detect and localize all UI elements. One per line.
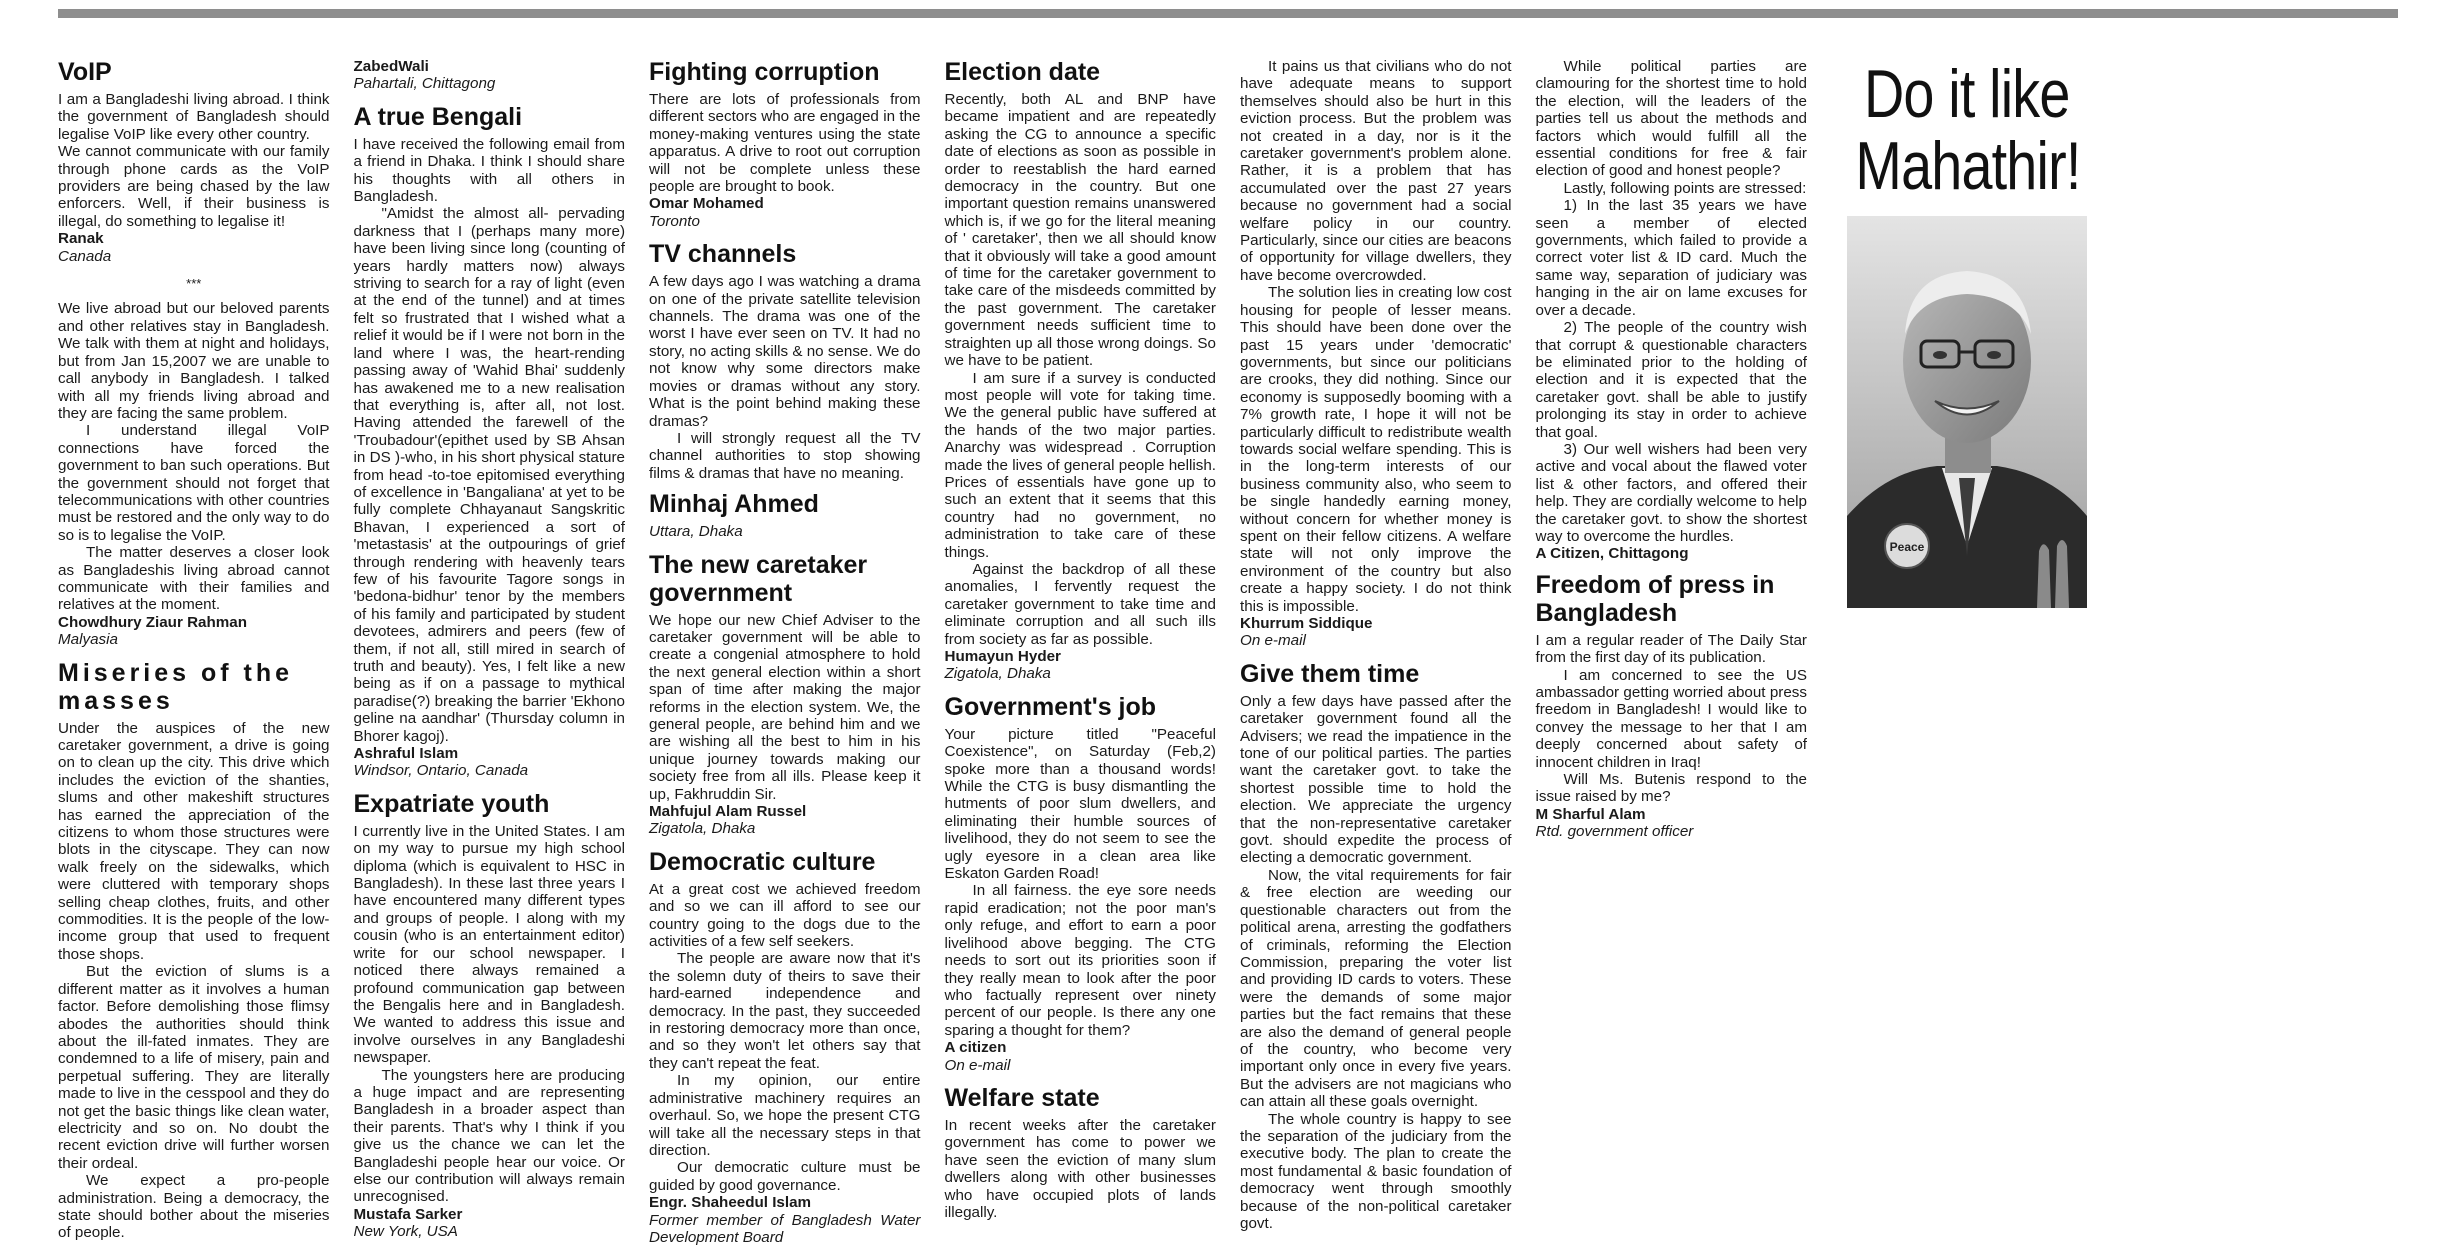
letter-heading-governments-job: Government's job — [944, 692, 1157, 721]
letter-heading-give-them-time: Give them time — [1240, 659, 1420, 688]
peace-badge-text: Peace — [1889, 540, 1925, 554]
portrait-illustration — [1847, 216, 2087, 608]
feature-title-line2: Mahathir! — [1855, 128, 2081, 204]
letter-heading-tv-channels: TV channels — [649, 240, 797, 269]
raised-finger-left — [2037, 544, 2051, 608]
letter-paragraph: Recently, both AL and BNP have became impatient and are repeatedly asking the CG to announce a specific date of elections as soon as possible in order to reestablish the hard earned democracy in the country. But one important question remains unanswered which is, if we go for the literal meaning of ' caretaker', then we all should know that it obviously will take a good amount of time for the caretaker government to take care of the misdeeds committed by the past government. The caretaker government needs sufficient time to straighten up all those wrong doings. So we have to be patient. — [944, 91, 1216, 370]
portrait-photo — [1847, 216, 2087, 608]
feature-title-line1: Do it like — [1863, 58, 2070, 132]
letter-location: On e-mail — [1240, 632, 1306, 650]
letter-paragraph: But the eviction of slums is a different matter as it involves a human factor. Before demolishing those flimsy abodes the authorities should think about the ill-fated inmates. They are condemned to a life of misery, pain and perpetual suffering. They are literally made to live in the cesspool and they do not get the basic things like clean water, electricity and so on. No doubt the recent eviction drive will further worsen their ordeal. — [58, 963, 330, 1172]
letter-author: A citizen — [944, 1039, 1007, 1057]
letter-location: Uttara, Dhaka — [649, 523, 743, 541]
letter-heading-democratic-culture: Democratic culture — [649, 847, 876, 876]
letter-paragraph: In all fairness. the eye sore needs rapid eradication; not the poor man's only refuge, and effort to earn a poor livelihood above begging. The CTG needs to sort out its priorities soon if they really mean to look after the poor who factually represent over ninety percent of our people. Is there any one sparing a thought for them? — [944, 882, 1216, 1039]
letters-page — [58, 58, 2398, 1248]
right-eye — [1987, 351, 2001, 359]
left-eye — [1933, 351, 1947, 359]
letter-paragraph: Lastly, following points are stressed: — [1563, 179, 1807, 197]
letter-paragraph: I am a regular reader of The Daily Star from the first day of its publication. — [1535, 631, 1807, 667]
letter-paragraph: The youngsters here are producing a huge impact and are representing Bangladesh in a broader aspect than their parents. That's why I think if you give us the chance we can let the Bangladeshi people hear our voice. Or else our contribution will always remain unrecognised. — [353, 1066, 625, 1206]
top-rule — [58, 9, 2398, 18]
letter-paragraph: We cannot communicate with our family through phone cards as the VoIP providers are being chased by the law enforcers. Well, if their business is illegal, do something to legalise it! — [58, 143, 330, 230]
letter-author: Mustafa Sarker — [353, 1205, 463, 1223]
letter-author-heading: Minhaj Ahmed — [649, 490, 819, 519]
letter-paragraph: Our democratic culture must be guided by good governance. — [649, 1159, 921, 1194]
letter-heading-new-caretaker: The new caretaker government — [649, 550, 868, 607]
letter-paragraph: I have received the following email from a friend in Dhaka. I think I should share his thoughts with all others in Bangladesh. — [353, 135, 625, 206]
raised-finger-right — [2055, 540, 2069, 608]
letter-paragraph: While political parties are clamouring for the shortest time to hold the election, will the leaders of the parties tell us about the methods and factors which would fulfill all the essential conditions for free & fair election of good and honest people? — [1535, 58, 1807, 180]
letter-heading-freedom-of-press: Freedom of press in Bangladesh — [1535, 570, 1775, 627]
feature-title — [1855, 58, 2081, 204]
letter-author: Engr. Shaheedul Islam — [649, 1194, 812, 1212]
letter-paragraph: The whole country is happy to see the separation of the judiciary from the executive body. The plan to create the most fundamental & basic foundation of democracy went through smoothly because of the non-political caretaker govt. — [1240, 1110, 1512, 1232]
letter-location: Windsor, Ontario, Canada — [353, 762, 529, 780]
letter-author: Ranak — [58, 230, 104, 248]
letter-paragraph: The matter deserves a closer look as Bangladeshis living abroad cannot communicate with their families and relatives at the moment. — [58, 544, 330, 614]
letter-heading-miseries: Miseries of the masses — [58, 658, 294, 715]
letter-author: ZabedWali — [353, 58, 429, 75]
letter-heading-expatriate-youth: Expatriate youth — [353, 789, 550, 818]
letter-author: Mahfujul Alam Russel — [649, 803, 807, 820]
letter-paragraph: The people are aware now that it's the solemn duty of theirs to save their hard-earned independence and democracy. In the past, they succeeded in restoring democracy more than once, and so they won't let others say that they can't repeat the feat. — [649, 950, 921, 1072]
letter-heading-fighting-corruption: Fighting corruption — [649, 58, 880, 86]
letter-paragraph: At a great cost we achieved freedom and so we can ill afford to see our country going to the dogs due to the activities of a few self seekers. — [649, 880, 921, 951]
letter-paragraph: 3) Our well wishers had been very active and vocal about the flawed voter list & other factors, and offered their help. They are cordially welcome to help the caretaker govt. to show the shortest way to overcome the hurdles. — [1535, 440, 1807, 545]
letter-paragraph: We hope our new Chief Adviser to the caretaker government will be able to create a congenial atmosphere to hold the next general election within a short span of time after making the major reforms in the election system. We, the general people, are behind him and we are wishing all the best to him in his unique journey towards making our society free from all ills. Please keep it up, Fakhruddin Sir. — [649, 611, 921, 803]
letter-paragraph: We expect a pro-people administration. Being a democracy, the state should bother about the miseries of people. — [58, 1172, 330, 1242]
letter-heading-welfare-state: Welfare state — [944, 1083, 1100, 1112]
letter-paragraph: I am a Bangladeshi living abroad. I think the government of Bangladesh should legalise VoIP like every other country. — [58, 91, 330, 143]
letter-paragraph: In recent weeks after the caretaker government has come to power we have seen the eviction of many slum dwellers along with other businesses who have occupied plots of lands illegally. — [944, 1116, 1216, 1221]
letter-author: Ashraful Islam — [353, 745, 459, 763]
letter-location: Canada — [58, 247, 112, 265]
letter-location: On e-mail — [944, 1056, 1011, 1074]
feature-box — [1831, 58, 2103, 608]
letter-location: Rtd. government officer — [1535, 823, 1694, 841]
letter-paragraph: I currently live in the United States. I am on my way to pursue my high school diploma (which is equivalent to HSC in Bangladesh). In these last three years I have encountered many different types and groups of people. I along with my cousin (who is an entertainment editor) write for our school newspaper. I noticed there always remained a profound communication gap between the Bengalis here and in Bangladesh. We wanted to address this issue and involve ourselves in any Bangladeshi newspaper. — [353, 822, 625, 1067]
letter-paragraph: Your picture titled "Peaceful Coexistence", on Saturday (Feb,2) spoke more than a thousand words! While the CTG is busy dismantling the hutments of poor slum dwellers, and eliminating their humble sources of livelihood, they do not seem to see the ugly eyesore in a clean area like Eskaton Garden Road! — [944, 725, 1216, 883]
letter-paragraph: A few days ago I was watching a drama on one of the private satellite television channels. The drama was one of the worst I have ever seen on TV. It had no story, no acting skills & no sense. We do not know why some directors make movies or dramas without any story. What is the point behind making these dramas? — [649, 273, 921, 430]
letter-paragraph: I am sure if a survey is conducted most people will vote for taking time. We the general public have suffered at the hands of the two major parties. Anarchy was widespread . Corruption made the lives of general people hellish. Prices of essentials have gone up to such an extent that it seems that this country had no government, no administration to take care of these things. — [944, 369, 1216, 561]
letter-paragraph: 1) In the last 35 years we have seen a member of elected governments, which failed to provide a correct voter list & ID card. Much the same way, separation of judiciary was hanging in the air on lame excuses for over a decade. — [1535, 197, 1807, 319]
letter-paragraph: I will strongly request all the TV channel authorities to stop showing films & dramas that have no meaning. — [649, 429, 921, 482]
letter-paragraph: It pains us that civilians who do not have adequate means to support themselves should also be hurt in this eviction process. But the problem was not created in a day, nor is it the caretaker government's problem alone. Rather, it is a problem that has accumulated over the past 27 years because no government had a social welfare policy in our country. Particularly, since our cities are beacons of opportunity for village dwellers, they have become overcrowded. — [1240, 58, 1512, 284]
letter-author: Chowdhury Ziaur Rahman — [58, 613, 248, 631]
letter-heading-election-date: Election date — [944, 58, 1101, 86]
letter-author: M Sharful Alam — [1535, 805, 1646, 823]
letter-location: Former member of Bangladesh Water Development Board — [649, 1211, 921, 1246]
separator-stars: *** — [186, 276, 202, 292]
letter-location: Zigatola, Dhaka — [649, 820, 756, 838]
letter-heading-true-bengali: A true Bengali — [353, 102, 523, 131]
letter-paragraph: Against the backdrop of all these anomalies, I fervently request the caretaker government to take time and eliminate corruption and all such ills from society as far as possible. — [944, 560, 1216, 648]
letter-paragraph: Only a few days have passed after the caretaker government found all the Advisers; we read the impatience in the tone of our political parties. The parties want the caretaker govt. to take the shortest possible time to hold the election. We appreciate the urgency that the non-representative caretaker govt. should expedite the process of electing a democratic government. — [1240, 692, 1512, 867]
letter-paragraph: In my opinion, our entire administrative machinery requires an overhaul. So, we hope the present CTG will take all the necessary steps in that direction. — [649, 1072, 921, 1159]
letter-location: New York, USA — [353, 1223, 458, 1241]
letter-author: Humayun Hyder — [944, 648, 1061, 665]
letter-heading-voip: VoIP — [58, 58, 112, 86]
letter-author: Omar Mohamed — [649, 195, 764, 213]
letter-paragraph: Under the auspices of the new caretaker government, a drive is going on to clean up the city. This drive which includes the eviction of the shanties, slums and other makeshift structures has earned the appreciation of the citizens to whom those structures were blots in the cityscape. They can now walk freely on the sidewalks, which were cluttered with temporary shops selling cheap clothes, fruits, and other commodities. It is the people of the low-income group that used to frequent those shops. — [58, 719, 330, 963]
letter-paragraph: I am concerned to see the US ambassador getting worried about press freedom in Bangladesh! I would like to convey the message to her that I am deeply concerned about safety of innocent children in Iraq! — [1535, 666, 1807, 771]
letter-paragraph: The solution lies in creating low cost housing for people of lesser means. This should have been done over the past 15 years under 'democratic' governments, but since our politicians are crooks, they did nothing. Since our economy is supposedly booming with a 7% growth rate, I hope it will not be particularly difficult to redistribute wealth towards social welfare spending. This is in the long-term interests of our business community also, who seem to be single handedly earning money, without concern for whether money is spent on their fellow citizens. A welfare state will not only improve the environment of the country but also create a happy society. I do not think this is impossible. — [1240, 284, 1512, 615]
letter-location: Toronto — [649, 212, 700, 230]
letters-columns — [58, 58, 2398, 1248]
letter-paragraph: Now, the vital requirements for fair & free election are weeding our questionable characters out from the political arena, arresting the godfathers of criminals, reforming the Election Commission, preparing the voter list and providing ID cards to voters. These were the demands of some major parties but the fact remains that these are also the demand of general people of the country, who become very important only once in every five years. But the advisers are not magicians who can attain all these goals overnight. — [1240, 866, 1512, 1111]
letter-paragraph: Will Ms. Butenis respond to the issue raised by me? — [1535, 771, 1807, 806]
letter-paragraph: There are lots of professionals from different sectors who are engaged in the money-making ventures using the state apparatus. A drive to root out corruption will not be complete unless these people are brought to book. — [649, 91, 921, 196]
letter-author: Khurrum Siddique — [1240, 615, 1373, 632]
letter-location: Zigatola, Dhaka — [944, 665, 1051, 683]
letter-paragraph: We live abroad but our beloved parents and other relatives stay in Bangladesh. We talk with them at night and holidays, but from Jan 15,2007 we are unable to call anybody in Bangladesh. I talked with all my friends living abroad and they are facing the same problem. — [58, 300, 330, 422]
letter-location: Malyasia — [58, 631, 118, 649]
letter-paragraph: 2) The people of the country wish that corrupt & questionable characters be eliminated prior to the holding of election and it is expected that the caretaker govt. shall be able to justify prolonging its stay in order to achieve that goal. — [1535, 319, 1807, 441]
letter-paragraph: "Amidst the almost all- pervading darkness that I (perhaps many more) have been living since long (counting of years hardly matters now) always striving to search for a ray of light (even at the end of the tunnel) and at times felt so frustrated that I wished what a relief it would be if I were not born in the land where I was, the heart-rending passing away of 'Wahid Bhai' suddenly has awakened me to a new realisation that everything is, after all, not lost. Having attended the farewell of the 'Troubadour'(epithet used by SB Ahsan in DS )-who, in his short physical stature from head -to-toe epitomised everything of excellence in 'Bangaliana' at yet to be fully complete Chhayanaut Sangskritic Bhavan, I experienced a sort of 'metastasis' at the outpourings of grief through rendering with heavenly tears few of his favourite Tagore songs in 'bedona-bidhur' tenor by the members of his family and participated by student devotees, admirers and peers (few of them, if not all, still mired in search of truth and beauty). Yes, I felt like a new being as if on a passage to mythical paradise(?) breaking the barrier 'Ekhono geline na aandhar' (Thursday column in Bhorer kagoj). — [353, 205, 625, 745]
letter-paragraph: I understand illegal VoIP connections have forced the government to ban such operations. But the government should not forget that telecommunications with other countries must be restored and the only way to do so is to legalise the VoIP. — [58, 422, 330, 544]
letter-location: Pahartali, Chittagong — [353, 75, 496, 93]
letter-author: A Citizen, Chittagong — [1535, 545, 1689, 563]
